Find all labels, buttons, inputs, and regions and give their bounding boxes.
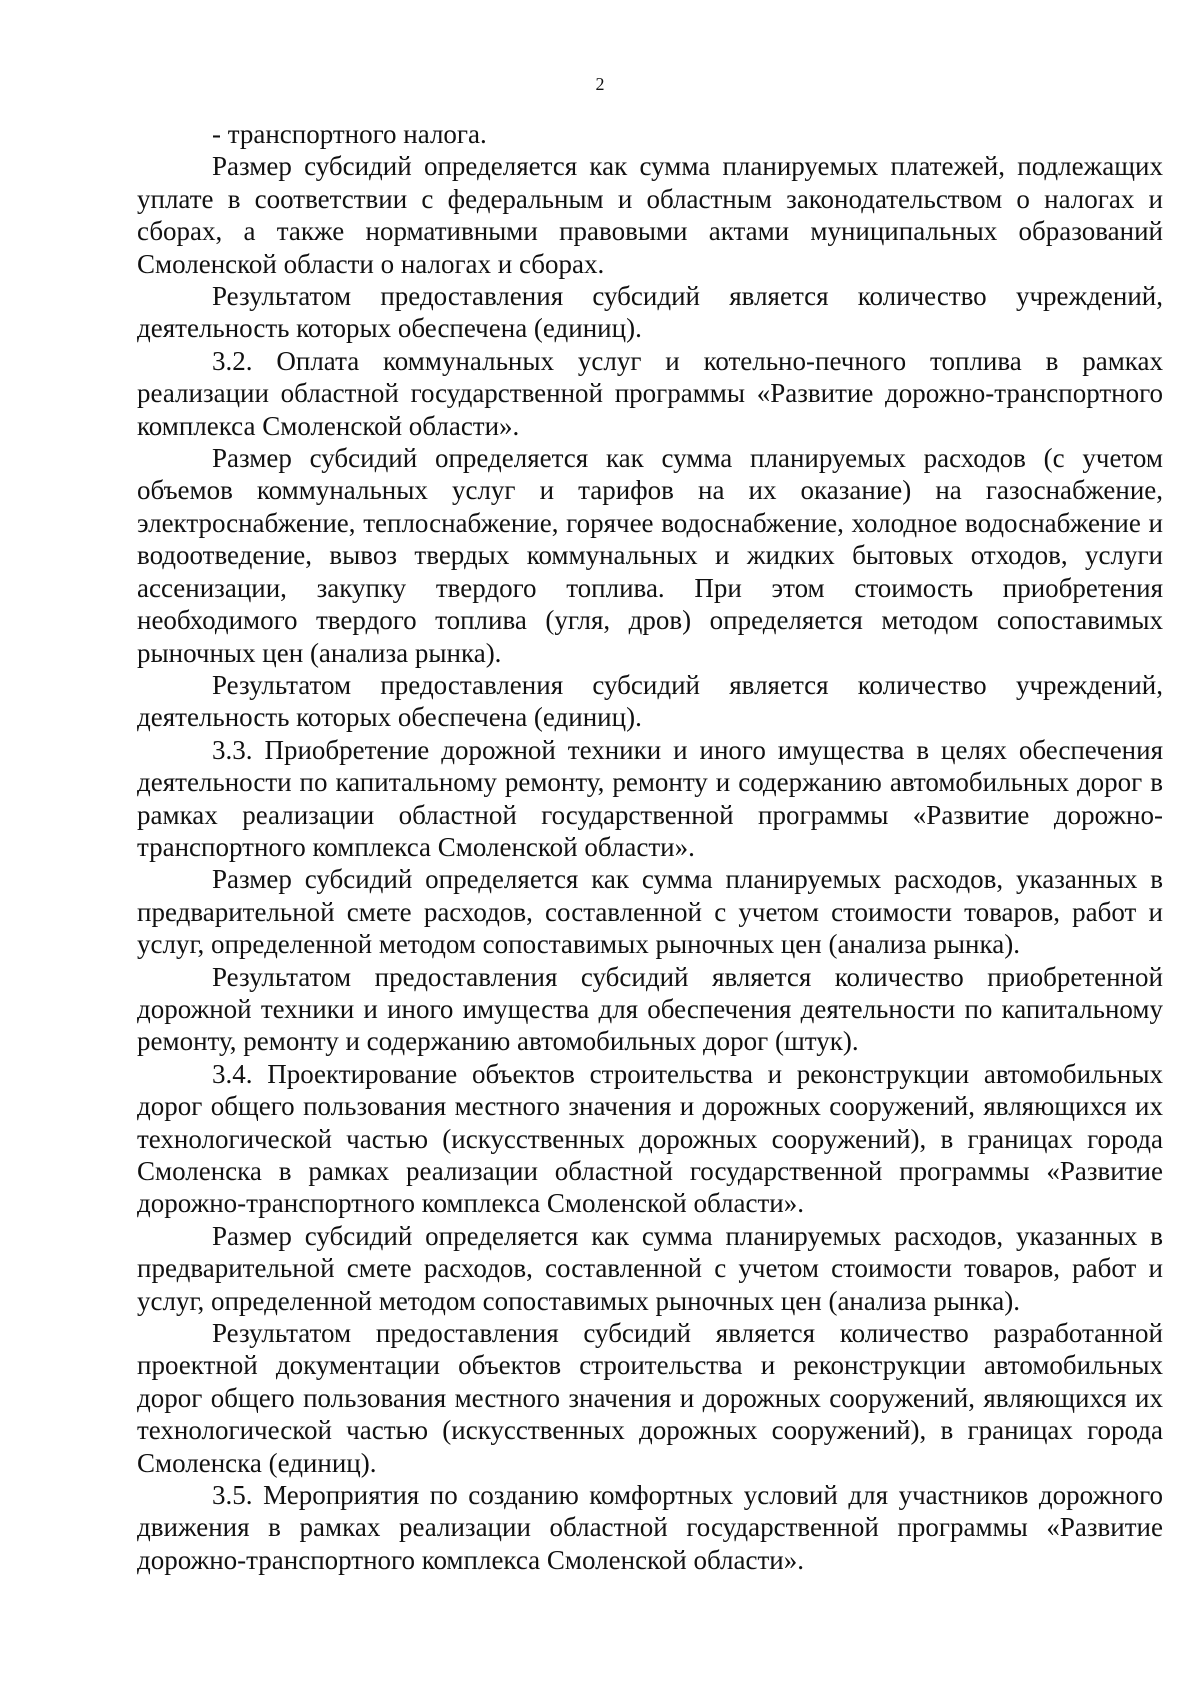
paragraph-subsidy-size-taxes: Размер субсидий определяется как сумма планируемых платежей, подлежащих уплате в соответствии с федеральным и областным законодательством о налогах и сборах, а также нормативными правовыми актами муниципальных образований Смоленской области о налогах и сборах. xyxy=(137,151,1163,279)
paragraph-subsidy-size-estimate: Размер субсидий определяется как сумма планируемых расходов, указанных в предварительной смете расходов, составленной с учетом стоимости товаров, работ и услуг, определенной методом сопоставимых рыночных цен (анализа рынка). xyxy=(137,864,1163,960)
document-body xyxy=(137,118,1163,1576)
paragraph-result-institutions-2: Результатом предоставления субсидий является количество учреждений, деятельность которых обеспечена (единиц). xyxy=(137,669,1163,733)
paragraph-subsidy-size-utilities: Размер субсидий определяется как сумма планируемых расходов (с учетом объемов коммунальных услуг и тарифов на их оказание) на газоснабжение, электроснабжение, теплоснабжение, горячее водоснабжение, холодное водоснабжение и водоотведение, вывоз твердых коммунальных и жидких бытовых отходов, услуги ассенизации, закупку твердого топлива. При этом стоимость приобретения необходимого твердого топлива (угля, дров) определяется методом сопоставимых рыночных цен (анализа рынка). xyxy=(137,443,1163,668)
paragraph-section-3-5: 3.5. Мероприятия по созданию комфортных условий для участников дорожного движения в рамках реализации областной государственной программы «Развитие дорожно-транспортного комплекса Смоленской области». xyxy=(137,1480,1163,1575)
page-number: 2 xyxy=(595,74,605,94)
paragraph-result-documentation: Результатом предоставления субсидий является количество разработанной проектной документации объектов строительства и реконструкции автомобильных дорог общего пользования местного значения и дорожных сооружений, являющихся их технологической частью (искусственных дорожных сооружений), в границах города Смоленска (единиц). xyxy=(137,1318,1163,1478)
paragraph-section-3-3: 3.3. Приобретение дорожной техники и иного имущества в целях обеспечения деятельности по капитальному ремонту, ремонту и содержанию автомобильных дорог в рамках реализации областной государственной программы «Развитие дорожно-транспортного комплекса Смоленской области». xyxy=(137,734,1163,862)
paragraph-result-institutions: Результатом предоставления субсидий является количество учреждений, деятельность которых обеспечена (единиц). xyxy=(137,281,1163,344)
paragraph-section-3-2: 3.2. Оплата коммунальных услуг и котельно-печного топлива в рамках реализации областной государственной программы «Развитие дорожно-транспортного комплекса Смоленской области». xyxy=(137,345,1163,441)
paragraph-subsidy-size-estimate-2: Размер субсидий определяется как сумма планируемых расходов, указанных в предварительной смете расходов, составленной с учетом стоимости товаров, работ и услуг, определенной методом сопоставимых рыночных цен (анализа рынка). xyxy=(137,1220,1163,1316)
paragraph-section-3-4: 3.4. Проектирование объектов строительства и реконструкции автомобильных дорог общего пользования местного значения и дорожных сооружений, являющихся их технологической частью (искусственных дорожных сооружений), в границах города Смоленска в рамках реализации областной государственной программы «Развитие дорожно-транспортного комплекса Смоленской области». xyxy=(137,1058,1163,1219)
paragraph-transport-tax: - транспортного налога. xyxy=(212,119,487,149)
paragraph-result-equipment: Результатом предоставления субсидий является количество приобретенной дорожной техники и иного имущества для обеспечения деятельности по капитальному ремонту, ремонту и содержанию автомобильных дорог (штук). xyxy=(137,961,1163,1057)
